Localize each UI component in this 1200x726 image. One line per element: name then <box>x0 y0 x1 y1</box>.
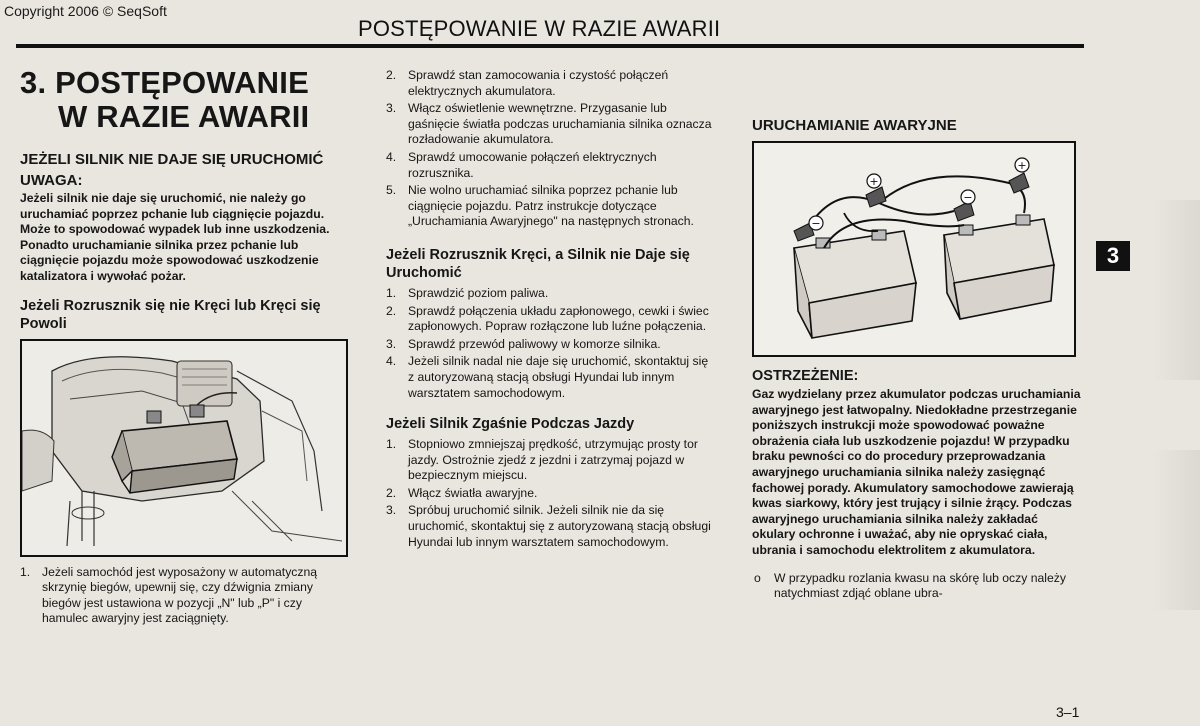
acid-bullet <box>752 571 1082 602</box>
list-item: 2. Sprawdź stan zamocowania i czystość połączeń elektrycznych akumulatora. <box>386 68 669 98</box>
chapter-tab: 3 <box>1096 241 1130 271</box>
list-item: 4. Jeżeli silnik nadal nie daje się uruchomić, skontaktuj się z autoryzowaną stacją obsługi Hyundai lub innym warsztatem samochodowym. <box>386 354 709 400</box>
column-right <box>752 66 1082 602</box>
list-item: 2. Sprawdź połączenia układu zapłonowego, cewki i świec zapłonowych. Popraw rozłączone lub luźne połączenia. <box>386 303 709 334</box>
list-item: 1. Sprawdzić poziom paliwa. <box>386 285 549 300</box>
subsection-title-starter-not-turning: Jeżeli Rozrusznik się nie Kręci lub Kręci się Powoli <box>20 297 321 332</box>
warning-title: OSTRZEŻENIE: <box>752 368 859 384</box>
starter-checklist-part2 <box>386 68 716 230</box>
chapter-title-line1: 3. POSTĘPOWANIE <box>20 65 309 100</box>
running-header: POSTĘPOWANIE W RAZIE AWARII <box>358 16 721 41</box>
header-rule <box>16 44 1084 48</box>
plus-marker: + <box>869 175 879 188</box>
list-item: 2. Włącz światła awaryjne. <box>386 485 538 500</box>
list-item: 3. Włącz oświetlenie wewnętrzne. Przygasanie lub gaśnięcie światła podczas uruchamiania silnika oznacza rozładowanie akumulatora. <box>386 101 712 147</box>
column-middle <box>386 68 716 552</box>
edge-shade <box>1152 450 1200 610</box>
starter-checklist-part1 <box>20 565 350 627</box>
warning-text: Gaz wydzielany przez akumulator podczas uruchamiania awaryjnego jest łatwopalny. Niedokładne przestrzeganie poniższych instrukcji może spowodować poważne obrażenia ciała lub uszkodzenie pojazdu! W przypadku braku pewności co do procedury przeprowadzania awaryjnego uruchamiania silnika należy zasięgnąć fachowej porady. Akumulatory samochodowe zawierają kwas siarkowy, który jest trujący i silnie żrący. Podczas awaryjnego uruchamiania silnika należy zakładać okulary ochronne i uważać, aby nie opryskać ciała, ubrania i samochodu elektrolitem z akumulatora. <box>752 387 1081 557</box>
subsection-title-starter-turns: Jeżeli Rozrusznik Kręci, a Silnik nie Daje się Uruchomić <box>386 246 690 281</box>
chapter-title-line2: W RAZIE AWARII <box>58 99 310 134</box>
engine-bay-illustration <box>20 339 348 557</box>
acid-bullet-text: W przypadku rozlania kwasu na skórę lub oczy należy natychmiast zdjąć oblane ubra- <box>774 570 1066 601</box>
minus-marker: − <box>811 217 821 230</box>
column-left <box>20 66 350 629</box>
caution-text: Jeżeli silnik nie daje się uruchomić, nie należy go uruchamiać poprzez pchanie lub ciągnięcie pojazdu. Może to spowodować wypadek lub inne uszkodzenia. Ponadto uruchamianie silnika przez pchanie lub ciągnięcie pojazdu może spowodować uszkodzenie katalizatora i wywołać pożar. <box>20 191 330 283</box>
section-title-engine-not-starting: JEŻELI SILNIK NIE DAJE SIĘ URUCHOMIĆ <box>20 151 324 168</box>
engine-stalls-checklist <box>386 437 716 550</box>
page-number: 3–1 <box>1056 704 1080 720</box>
list-item: 3. Spróbuj uruchomić silnik. Jeżeli silnik nie da się uruchomić, skontaktuj się z autoryzowaną stacją obsługi Hyundai lub innym warsztatem samochodowym. <box>386 503 711 549</box>
chapter-title <box>20 66 350 134</box>
engine-not-starting-checklist <box>386 286 716 401</box>
section-title-jump-start: URUCHAMIANIE AWARYJNE <box>752 117 957 134</box>
jump-start-batteries-illustration <box>752 141 1076 357</box>
minus-marker: − <box>963 191 973 204</box>
bullet-marker: o <box>754 570 761 585</box>
subsection-title-engine-stalls: Jeżeli Silnik Zgaśnie Podczas Jazdy <box>386 416 635 433</box>
list-item: 5. Nie wolno uruchamiać silnika poprzez pchanie lub ciągnięcie pojazdu. Patrz instrukcje dotyczące „Uruchamiania Awaryjnego" na następnych stronach. <box>386 183 694 229</box>
edge-shade <box>1152 200 1200 380</box>
list-item: 1. Stopniowo zmniejszaj prędkość, utrzymując prosty tor jazdy. Ostrożnie zjedź z jezdni i zatrzymaj pojazd w bezpiecznym miejscu. <box>386 437 698 483</box>
list-item: 1. Jeżeli samochód jest wyposażony w automatyczną skrzynię biegów, upewnij się, czy dźwignia zmiany biegów jest ustawiona w pozycji „N" lub „P" i czy hamulec awaryjny jest zaciągnięty. <box>20 564 318 626</box>
plus-marker: + <box>1017 159 1027 172</box>
list-item: 4. Sprawdź umocowanie połączeń elektrycznych rozrusznika. <box>386 149 657 180</box>
caution-title: UWAGA: <box>20 172 83 189</box>
copyright-notice: Copyright 2006 © SeqSoft <box>4 3 167 19</box>
list-item: 3. Sprawdź przewód paliwowy w komorze silnika. <box>386 336 661 351</box>
